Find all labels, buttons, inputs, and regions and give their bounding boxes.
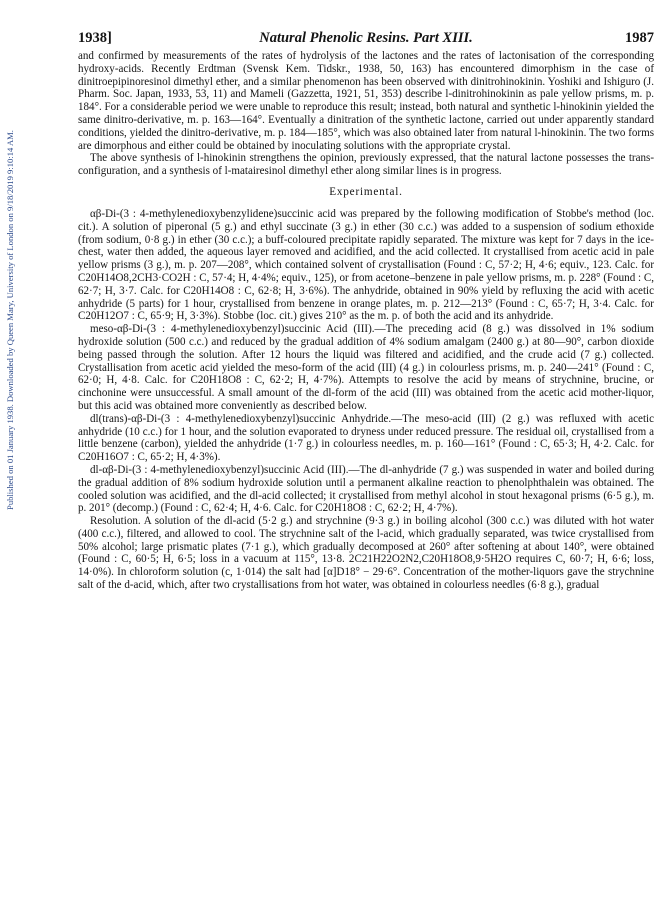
experimental-paragraph-2: meso-αβ-Di-(3 : 4-methylenedioxybenzyl)succinic Acid (III).—The preceding acid (8 g.) was dissolved in 1% sodium hydroxide solution (500 c.c.) and reduced by the gradual addition of 4% sodium amalgam (2400 g.) at 80—90°, carbon dioxide being passed through the solution. After 12 hours the liquid was filtered and acidified, and the crude acid (7 g.) collected. Crystallisation from acetic acid yielded the meso-form of the acid (III) (4 g.) in colourless prisms, m. p. 240—241° (Found : C, 62·0; H, 4·8. Calc. for C20H18O8 : C, 62·2; H, 4·7%). Attempts to resolve the acid by means of strychnine, brucine, or cinchonine were unsuccessful. A small amount of the dl-form of the acid (III) was obtained from the acetic acid mother-liquor, but this acid was obtained more conveniently as described below. [78, 323, 654, 412]
experimental-paragraph-5: Resolution. A solution of the dl-acid (5·2 g.) and strychnine (9·3 g.) in boiling alcohol (300 c.c.) was diluted with hot water (400 c.c.), filtered, and allowed to cool. The strychnine salt of the l-acid, which gradually separated, was twice crystallised from 50% alcohol; large prismatic plates (7·1 g.), which gradually decomposed at 260° after softening at about 140°, were obtained (Found : C, 60·5; H, 6·5; loss in a vacuum at 115°, 13·8. 2C21H22O2N2,C20H18O8,9·5H2O requires C, 60·7; H, 6·6; loss, 14·0%). In chloroform solution (c, 1·014) the salt had [α]D18° − 29·6°. Concentration of the mother-liquors gave the strychnine salt of the d-acid, which, after two crystallisations from hot water, was obtained in colourless needles (6·8 g.), gradual [78, 515, 654, 592]
header-title: Natural Phenolic Resins. Part XIII. [259, 30, 473, 46]
intro-paragraph-2: The above synthesis of l-hinokinin strengthens the opinion, previously expressed, that the natural lactone possesses the trans-configuration, and a synthesis of l-matairesinol dimethyl ether along similar lines is in progress. [78, 152, 654, 178]
experimental-paragraph-3: dl(trans)-αβ-Di-(3 : 4-methylenedioxybenzyl)succinic Anhydride.—The meso-acid (III) (2 g.) was refluxed with acetic anhydride (10 c.c.) for 1 hour, and the solution evaporated to dryness under reduced pressure. The residual oil, crystallised from a little benzene (carbon), yielded the anhydride (1·7 g.) in colourless needles, m. p. 160—161° (Found : C, 65·3; H, 4·2. Calc. for C20H16O7 : C, 65·2; H, 4·3%). [78, 412, 654, 464]
experimental-paragraph-1: αβ-Di-(3 : 4-methylenedioxybenzylidene)succinic acid was prepared by the following modification of Stobbe's method (loc. cit.). A solution of piperonal (5 g.) and ethyl succinate (3 g.) in ether (30 c.c.) was added to a suspension of sodium ethoxide (from sodium, 0·8 g.) in ether (30 c.c.); a buff-coloured precipitate rapidly separated. The mixture was kept for 7 days in the ice-chest, water then added, the aqueous layer removed and acidified, and the acid collected. It crystallised from acetic acid in pale yellow prisms (3 g.), m. p. 207—208°, which contained solvent of crystallisation (Found : C, 57·2; H, 4·6; equiv., 123. Calc. for C20H14O8,2CH3·CO2H : C, 57·4; H, 4·4%; equiv., 125), or from acetone–benzene in pale yellow prisms, m. p. 228° (Found : C, 62·7; H, 3·7. Calc. for C20H14O8 : C, 62·8; H, 3·6%). The anhydride, obtained in 90% yield by refluxing the acid with acetic anhydride (5 parts) for 1 hour, crystallised from benzene in orange plates, m. p. 212—213° (Found : C, 65·7; H, 3·4. Calc. for C20H12O7 : C, 65·9; H, 3·3%). Stobbe (loc. cit.) gives 210° as the m. p. of both the acid and its anhydride. [78, 207, 654, 323]
page-number: 1987 [625, 30, 654, 46]
header-year: 1938] [78, 30, 112, 46]
journal-page [78, 30, 654, 592]
section-heading-experimental: Experimental. [329, 185, 403, 198]
intro-paragraph-1: and confirmed by measurements of the rates of hydrolysis of the lactones and the rates of lactonisation of the corresponding hydroxy-acids. Recently Erdtman (Svensk Kem. Tidskr., 1938, 50, 163) has encountered dimorphism in the case of dinitroepipinoresinol dimethyl ether, and a similar phenomenon has been observed with dinitrohinokinin. Yoshiki and Ishiguro (J. Pharm. Soc. Japan, 1933, 53, 11) and Mameli (Gazzetta, 1921, 51, 353) describe l-dinitrohinokinin as pale yellow prisms, m. p. 184°. For a considerable period we were unable to reproduce this result; instead, both natural and synthetic l-hinokinin yielded the same dinitro-derivative, m. p. 163—164°. Eventually a dinitration of the synthetic lactone, carried out under apparently standard conditions, yielded the dinitro-derivative, m. p. 184—185°, which was also obtained later from natural l-hinokinin. The two forms are dimorphous and either could be obtained by inoculating solutions with the appropriate crystal. [78, 50, 654, 152]
running-header [78, 30, 654, 50]
download-watermark [4, 40, 16, 600]
experimental-paragraph-4: dl-αβ-Di-(3 : 4-methylenedioxybenzyl)succinic Acid (III).—The dl-anhydride (7 g.) was suspended in water and boiled during the gradual addition of 8% sodium hydroxide solution until a permanent alkaline reaction to phenolphthalein was obtained. The cooled solution was acidified, and the dl-acid collected; it crystallised from methyl alcohol in stout hexagonal prisms (6·5 g.), m. p. 201° (decomp.) (Found : C, 62·4; H, 4·6. Calc. for C20H18O8 : C, 62·2; H, 4·7%). [78, 463, 654, 515]
download-watermark-text: Published on 01 January 1938. Downloaded by Queen Mary, University of London on 9/18/2019 9:10:14 AM. [5, 130, 15, 510]
